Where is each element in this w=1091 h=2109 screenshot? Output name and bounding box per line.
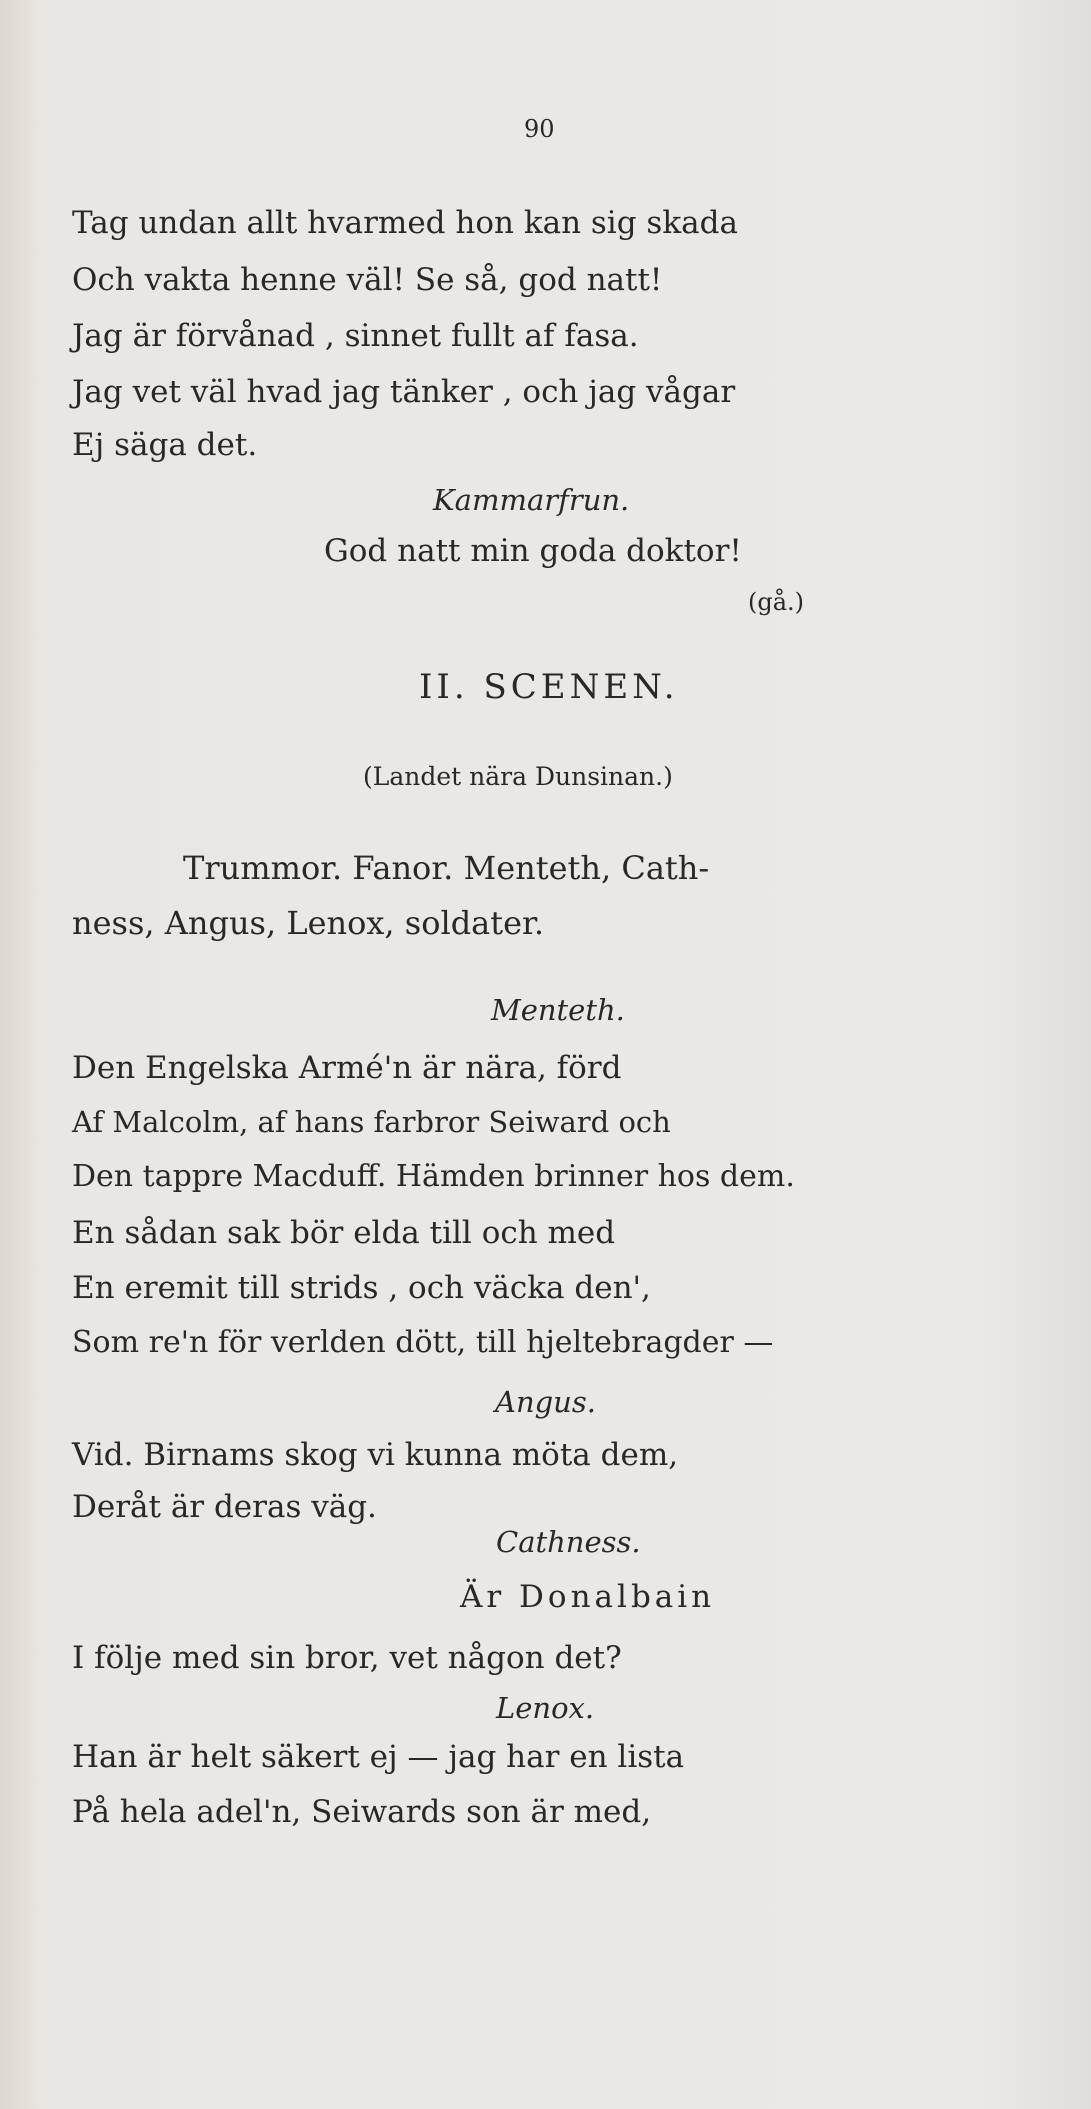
verse-line: En sådan sak bör elda till och med — [72, 1215, 616, 1251]
verse-line: Och vakta henne väl! Se så, god natt! — [72, 262, 663, 298]
scene-setting: (Landet nära Dunsinan.) — [363, 762, 673, 791]
speaker-name: Cathness. — [496, 1525, 641, 1559]
verse-line: En eremit till strids , och väcka den', — [72, 1270, 651, 1306]
speaker-name: Lenox. — [496, 1691, 595, 1725]
verse-line: På hela adel'n, Seiwards son är med, — [72, 1794, 652, 1830]
verse-line: Ej säga det. — [72, 427, 258, 463]
speaker-name: Menteth. — [491, 993, 625, 1027]
scene-heading: II. SCENEN. — [419, 667, 679, 707]
speaker-name: Kammarfrun. — [433, 483, 630, 517]
verse-line: God natt min goda doktor! — [324, 533, 742, 569]
page-number: 90 — [524, 115, 555, 143]
verse-line: Han är helt säkert ej — jag har en lista — [72, 1739, 685, 1775]
verse-line: I följe med sin bror, vet någon det? — [72, 1640, 622, 1676]
cast-list: ness, Angus, Lenox, soldater. — [72, 904, 544, 942]
verse-line: Den tappre Macduff. Hämden brinner hos dem. — [72, 1159, 795, 1194]
verse-line: Som re'n för verlden dött, till hjeltebragder — — [72, 1325, 774, 1360]
cast-list: Trummor. Fanor. Menteth, Cath- — [183, 849, 710, 887]
verse-line: Af Malcolm, af hans farbror Seiward och — [72, 1105, 671, 1139]
verse-line: Jag är förvånad , sinnet fullt af fasa. — [72, 318, 639, 354]
verse-line: Deråt är deras väg. — [72, 1489, 377, 1525]
verse-line: Är Donalbain — [460, 1579, 716, 1615]
verse-line: Tag undan allt hvarmed hon kan sig skada — [72, 205, 738, 241]
verse-line: Vid. Birnams skog vi kunna möta dem, — [72, 1437, 679, 1473]
verse-line: Jag vet väl hvad jag tänker , och jag vågar — [72, 374, 736, 410]
stage-direction: (gå.) — [748, 588, 805, 616]
speaker-name: Angus. — [495, 1385, 596, 1419]
verse-line: Den Engelska Armé'n är nära, förd — [72, 1050, 622, 1086]
